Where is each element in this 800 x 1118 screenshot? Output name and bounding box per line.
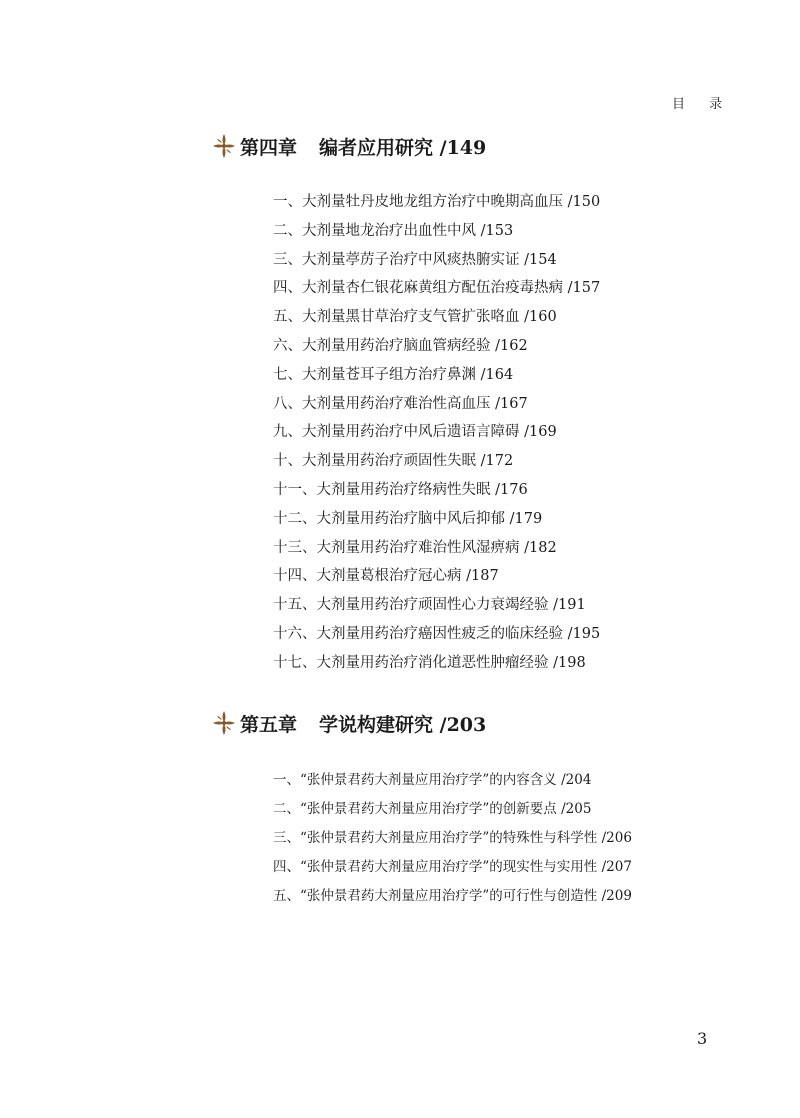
chapter-number: 第四章 bbox=[240, 136, 298, 159]
toc-entry[interactable]: 十三、大剂量用药治疗难治性风湿痹病 /182 bbox=[273, 539, 557, 556]
chapter-section-4 bbox=[212, 131, 752, 671]
page-number: 3 bbox=[697, 1029, 708, 1048]
toc-entry[interactable]: 十五、大剂量用药治疗顽固性心力衰竭经验 /191 bbox=[273, 597, 586, 614]
floral-ornament-icon bbox=[212, 710, 236, 736]
toc-entry-list bbox=[273, 188, 600, 678]
toc-entry[interactable]: 五、大剂量黑甘草治疗支气管扩张咯血 /160 bbox=[273, 309, 557, 326]
toc-entry-list bbox=[273, 766, 632, 911]
toc-entry[interactable]: 二、“张仲景君药大剂量应用治疗学”的创新要点 /205 bbox=[273, 801, 592, 817]
toc-entry[interactable]: 十一、大剂量用药治疗络病性失眠 /176 bbox=[273, 481, 528, 498]
toc-entry[interactable]: 十二、大剂量用药治疗脑中风后抑郁 /179 bbox=[273, 510, 543, 527]
toc-entry[interactable]: 二、大剂量地龙治疗出血性中风 /153 bbox=[273, 222, 514, 239]
toc-entry[interactable]: 一、“张仲景君药大剂量应用治疗学”的内容含义 /204 bbox=[273, 772, 592, 788]
chapter-title[interactable]: 学说构建研究 /203 bbox=[319, 713, 487, 736]
toc-entry[interactable]: 十、大剂量用药治疗顽固性失眠 /172 bbox=[273, 453, 514, 470]
chapter-section-5 bbox=[212, 708, 752, 904]
toc-entry[interactable]: 三、大剂量葶苈子治疗中风痰热腑实证 /154 bbox=[273, 251, 557, 268]
chapter-title[interactable]: 编者应用研究 /149 bbox=[319, 136, 487, 159]
toc-entry[interactable]: 四、大剂量杏仁银花麻黄组方配伍治疫毒热病 /157 bbox=[273, 280, 601, 297]
floral-ornament-icon bbox=[212, 133, 236, 159]
running-header: 目 录 bbox=[672, 97, 733, 112]
chapter-heading bbox=[212, 131, 752, 161]
toc-entry[interactable]: 一、大剂量牡丹皮地龙组方治疗中晚期高血压 /150 bbox=[273, 194, 601, 210]
toc-entry[interactable]: 三、“张仲景君药大剂量应用治疗学”的特殊性与科学性 /206 bbox=[273, 830, 632, 846]
chapter-number: 第五章 bbox=[240, 713, 298, 736]
toc-entry[interactable]: 七、大剂量苍耳子组方治疗鼻渊 /164 bbox=[273, 366, 514, 383]
toc-entry[interactable]: 九、大剂量用药治疗中风后遗语言障碍 /169 bbox=[273, 424, 557, 441]
toc-entry[interactable]: 十七、大剂量用药治疗消化道恶性肿瘤经验 /198 bbox=[273, 654, 586, 671]
toc-entry[interactable]: 八、大剂量用药治疗难治性高血压 /167 bbox=[273, 395, 528, 412]
toc-entry[interactable]: 四、“张仲景君药大剂量应用治疗学”的现实性与实用性 /207 bbox=[273, 859, 632, 875]
toc-entry[interactable]: 十四、大剂量葛根治疗冠心病 /187 bbox=[273, 568, 499, 585]
toc-entry[interactable]: 五、“张仲景君药大剂量应用治疗学”的可行性与创造性 /209 bbox=[273, 888, 632, 904]
toc-entry[interactable]: 十六、大剂量用药治疗癌因性疲乏的临床经验 /195 bbox=[273, 625, 601, 642]
chapter-heading bbox=[212, 708, 752, 738]
toc-entry[interactable]: 六、大剂量用药治疗脑血管病经验 /162 bbox=[273, 337, 528, 354]
